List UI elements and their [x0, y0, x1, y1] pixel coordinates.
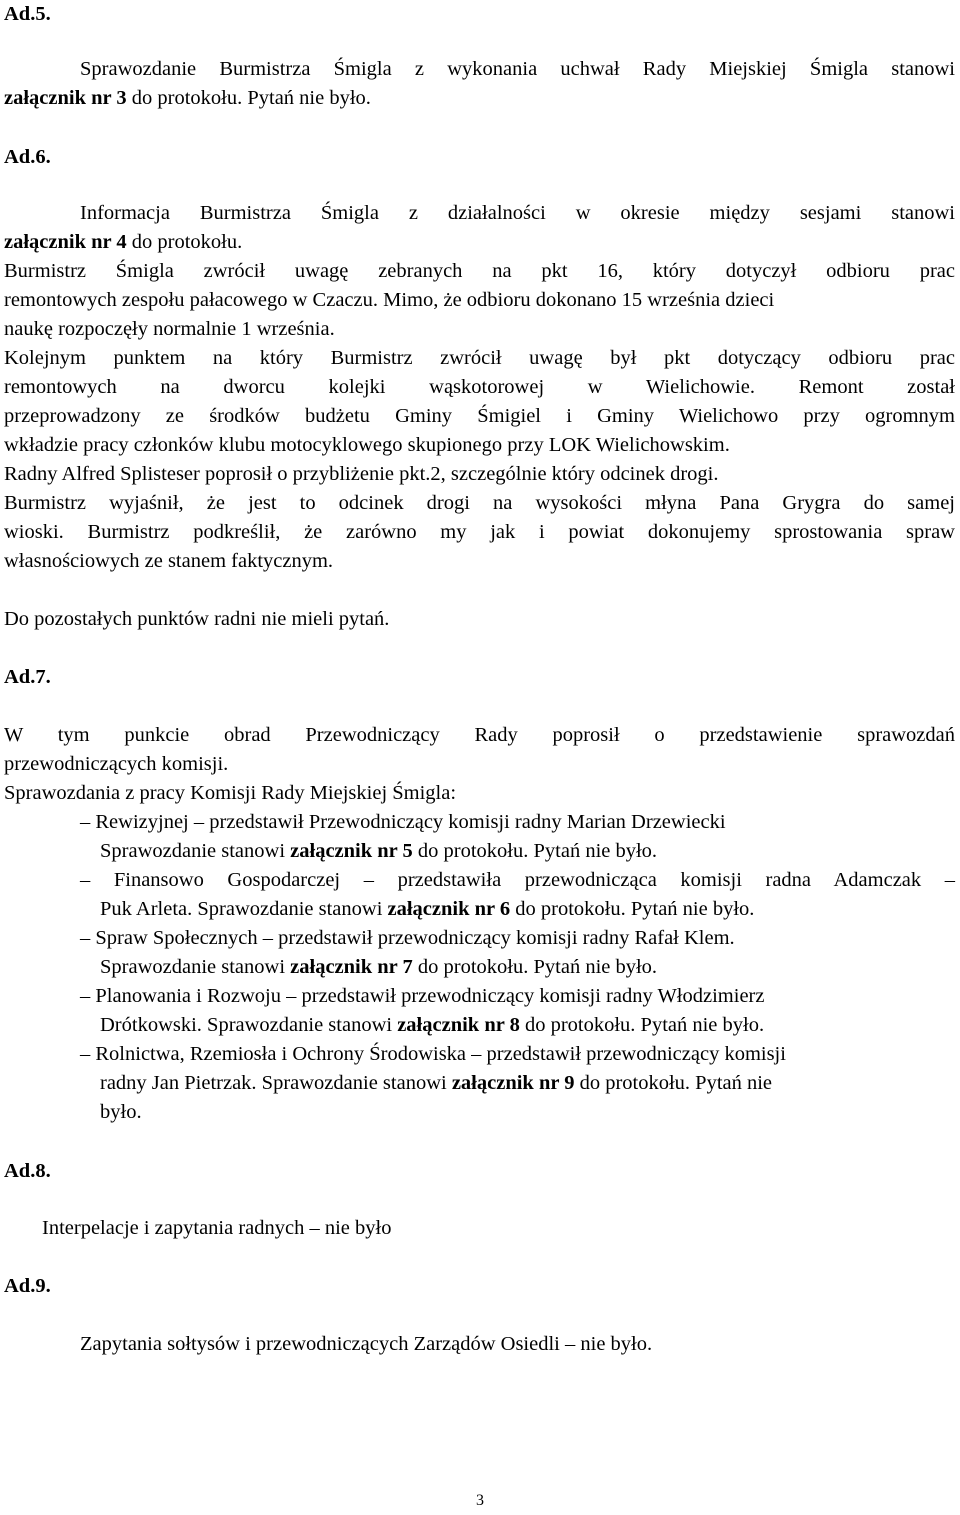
- ad6-text-line4: remontowych zespołu pałacowego w Czaczu. Mimo, że odbioru dokonano 15 września dzieci: [4, 289, 775, 311]
- ad9-text-line1: Zapytania sołtysów i przewodniczących Zarządów Osiedli – nie było.: [80, 1333, 653, 1355]
- section-heading-ad7: Ad.7.: [4, 666, 51, 688]
- attachment-ref: załącznik nr 5: [290, 840, 413, 862]
- ad6-text-line8: przeprowadzony ze środków budżetu Gminy Śmigiel i Gminy Wielichowo przy ogromnym: [4, 405, 955, 427]
- list-item: – Rewizyjnej – przedstawił Przewodniczący komisji radny Marian Drzewiecki: [80, 811, 726, 833]
- attachment-ref: załącznik nr 7: [290, 956, 413, 978]
- attachment-ref: załącznik nr 6: [387, 898, 511, 920]
- list-item: – Finansowo Gospodarczej – przedstawiła przewodnicząca komisji radna Adamczak –: [80, 869, 955, 891]
- ad6-text-line11: Burmistrz wyjaśnił, że jest to odcinek drogi na wysokości młyna Pana Grygra do samej: [4, 492, 955, 514]
- ad7-text-line3: Sprawozdania z pracy Komisji Rady Miejskiej Śmigla:: [4, 782, 457, 804]
- ad8-text-line1: Interpelacje i zapytania radnych – nie było: [42, 1217, 392, 1239]
- ad6-text-line14: Do pozostałych punktów radni nie mieli pytań.: [4, 608, 390, 630]
- ad5-text-line2: załącznik nr 3 do protokołu. Pytań nie było.: [4, 87, 371, 109]
- list-item-continuation: radny Jan Pietrzak. Sprawozdanie stanowi załącznik nr 9 do protokołu. Pytań nie: [100, 1072, 773, 1094]
- section-heading-ad9: Ad.9.: [4, 1275, 51, 1297]
- ad6-text-line2: załącznik nr 4 do protokołu.: [4, 231, 243, 253]
- page-number: 3: [476, 1492, 484, 1509]
- ad6-text-line7: remontowych na dworcu kolejki wąskotorowej w Wielichowie. Remont został: [4, 376, 955, 398]
- ad6-text-line13: własnościowych ze stanem faktycznym.: [4, 550, 334, 572]
- list-item: – Spraw Społecznych – przedstawił przewodniczący komisji radny Rafał Klem.: [80, 927, 735, 949]
- attachment-ref: załącznik nr 9: [451, 1072, 575, 1094]
- ad6-text-line3: Burmistrz Śmigla zwrócił uwagę zebranych na pkt 16, który dotyczył odbioru prac: [4, 260, 955, 282]
- attachment-ref: załącznik nr 3: [4, 87, 127, 109]
- ad6-text-line6: Kolejnym punktem na który Burmistrz zwrócił uwagę był pkt dotyczący odbioru prac: [4, 347, 955, 369]
- ad7-text-line2: przewodniczących komisji.: [4, 753, 229, 775]
- section-heading-ad6: Ad.6.: [4, 146, 51, 168]
- ad6-text-line9: wkładzie pracy członków klubu motocyklowego skupionego przy LOK Wielichowskim.: [4, 434, 730, 456]
- section-heading-ad5: Ad.5.: [4, 3, 51, 25]
- list-item: – Planowania i Rozwoju – przedstawił przewodniczący komisji radny Włodzimierz: [80, 985, 765, 1007]
- attachment-ref: załącznik nr 4: [4, 231, 127, 253]
- list-item-continuation: Drótkowski. Sprawozdanie stanowi załącznik nr 8 do protokołu. Pytań nie było.: [100, 1014, 765, 1036]
- list-item-continuation: było.: [100, 1101, 142, 1123]
- list-item-continuation: Puk Arleta. Sprawozdanie stanowi załącznik nr 6 do protokołu. Pytań nie było.: [100, 898, 755, 920]
- ad6-text-line10: Radny Alfred Splisteser poprosił o przybliżenie pkt.2, szczególnie który odcinek drogi.: [4, 463, 719, 485]
- list-item: – Rolnictwa, Rzemiosła i Ochrony Środowiska – przedstawił przewodniczący komisji: [80, 1043, 786, 1065]
- list-item-continuation: Sprawozdanie stanowi załącznik nr 7 do protokołu. Pytań nie było.: [100, 956, 658, 978]
- ad6-text-line5: naukę rozpoczęły normalnie 1 września.: [4, 318, 335, 340]
- attachment-ref: załącznik nr 8: [397, 1014, 520, 1036]
- list-item-continuation: Sprawozdanie stanowi załącznik nr 5 do protokołu. Pytań nie było.: [100, 840, 658, 862]
- ad5-text-line1: Sprawozdanie Burmistrza Śmigla z wykonania uchwał Rady Miejskiej Śmigla stanowi: [80, 58, 955, 80]
- section-heading-ad8: Ad.8.: [4, 1160, 51, 1182]
- ad6-text-line1: Informacja Burmistrza Śmigla z działalności w okresie między sesjami stanowi: [80, 202, 955, 224]
- ad7-text-line1: W tym punkcie obrad Przewodniczący Rady poprosił o przedstawienie sprawozdań: [4, 724, 955, 746]
- ad6-text-line12: wioski. Burmistrz podkreślił, że zarówno my jak i powiat dokonujemy sprostowania spraw: [4, 521, 955, 543]
